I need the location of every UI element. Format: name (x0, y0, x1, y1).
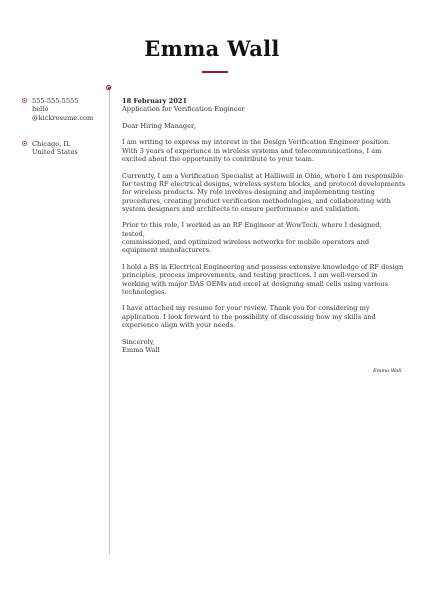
paragraph-line: working with major DAS OEMs and excel at designing small cells using various (122, 279, 389, 288)
letter-paragraph (122, 263, 406, 296)
paragraph-line: technologies. (122, 287, 167, 296)
timeline-line (109, 88, 110, 554)
letter-paragraph (122, 172, 406, 213)
paragraph-line: commissioned, and optimized wireless networks for mobile operators and (122, 238, 370, 247)
paragraph-line: I am writing to express my interest in the Design Verification Engineer position. (122, 138, 391, 147)
handwritten-signature: Emma Wall (373, 368, 402, 374)
paragraph-line: system designers and architects to ensure performance and validation. (122, 204, 361, 213)
paragraph-line: for wireless products. My role involves designing and implementing testing (122, 188, 375, 197)
timeline-dot (106, 85, 111, 90)
paragraph-line: principles, process improvements, and testing practices. I am well-versed in (122, 271, 378, 280)
city: Chicago, IL (32, 140, 71, 148)
paragraph-line: With 3 years of experience in wireless systems and telecommunications, I am (122, 146, 382, 155)
paragraph-line: application. I look forward to the possibility of discussing how my skills and (122, 312, 376, 321)
letter-body (122, 97, 406, 354)
letter-date: 18 February 2021 (122, 97, 188, 105)
applicant-name: Emma Wall (144, 36, 280, 61)
paragraph-line: Currently, I am a Verification Specialist at Halliwell in Ohio, where I am responsible (122, 171, 404, 180)
phone-icon (22, 98, 27, 103)
paragraph-line: I hold a BS in Electrical Engineering and possess extensive knowledge of RF design (122, 262, 404, 271)
letter-paragraph (122, 138, 406, 163)
salutation: Dear Hiring Manager, (122, 121, 196, 130)
paragraph-line: for testing RF electrical designs, wireless system blocks, and protocol developments (122, 179, 406, 188)
closing: Sincerely, (122, 337, 155, 346)
paragraph-line: Prior to this role, I worked as an RF Engineer at WowTech, where I designed, tested, (122, 221, 382, 238)
phone-number: 555-555-5555 (32, 97, 79, 105)
paragraph-line: equipment manufacturers. (122, 246, 212, 255)
paragraph-line: procedures, creating product verification methodologies, and collaborating with (122, 196, 391, 205)
location-pin-icon (22, 141, 27, 146)
email-line-2: @kickresume.com (32, 113, 94, 122)
closing-name: Emma Wall (122, 345, 160, 354)
paragraph-line: experience align with your needs. (122, 321, 236, 330)
accent-divider (202, 71, 228, 73)
email-line-1: hello (32, 105, 49, 114)
letter-paragraph (122, 221, 406, 254)
letter-paragraph (122, 304, 406, 329)
country: United States (32, 148, 78, 157)
paragraph-line: I have attached my resume for your review. Thank you for considering my (122, 304, 370, 313)
paragraph-line: excited about the opportunity to contribute to your team. (122, 155, 314, 164)
letter-subject: Application for Verification Engineer (122, 105, 245, 114)
